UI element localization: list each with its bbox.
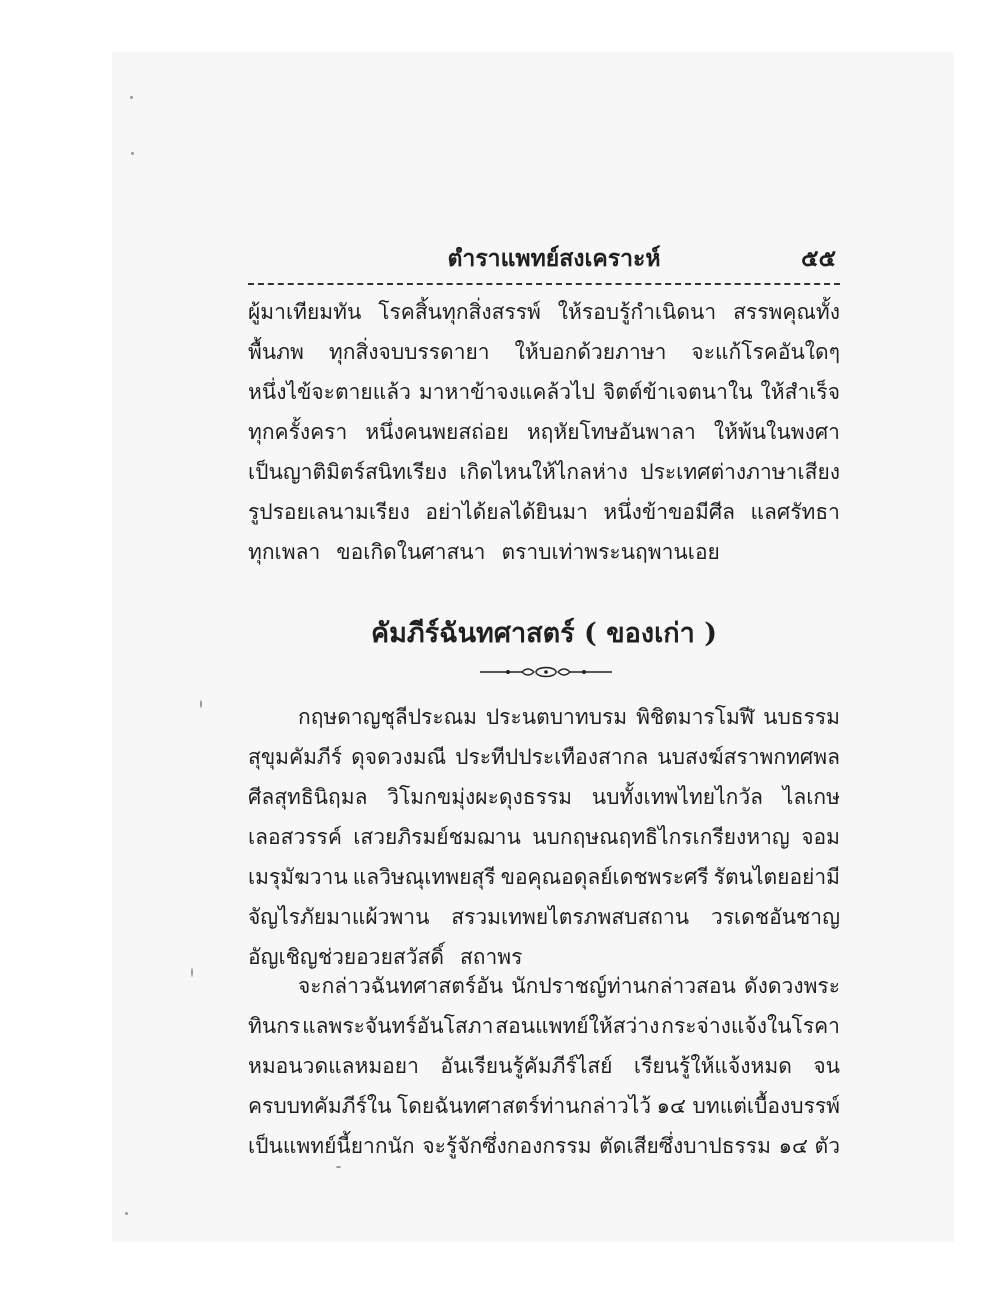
word: ดุจดวงมณี xyxy=(351,745,447,769)
text-line xyxy=(248,857,840,897)
word: จน xyxy=(813,1054,840,1078)
word: มาหาข้าจงแคล้วไป xyxy=(418,380,595,404)
word: ขอคุณอดุลย์เดชพระศรี xyxy=(500,865,709,889)
word: ทุกครั้งครา xyxy=(248,420,348,444)
word: ผู้มาเทียมทัน xyxy=(248,300,362,324)
text-line xyxy=(248,1086,840,1126)
scan-speck xyxy=(131,152,134,155)
word: นบกฤษณฤทธิไกรเกรียงหาญ xyxy=(532,825,790,849)
word: แลพระจันทร์อันโสภา xyxy=(302,1014,494,1038)
word: ทินกร xyxy=(248,1014,301,1038)
word: นบสงฆ์สราพกทศพล xyxy=(657,745,840,769)
text-line xyxy=(248,966,840,1006)
word: โรคสิ้นทุกสิ่งสรรพ์ xyxy=(378,300,541,324)
word: อย่าได้ยลได้ยินมา xyxy=(425,500,588,524)
word: ให้สำเร็จ xyxy=(760,380,840,404)
word: แลศรัทธา xyxy=(750,500,840,524)
word: รัตนไตยอย่ามี xyxy=(713,865,840,889)
word: ๑๔ บทแต่เบื้องบรรพ์ xyxy=(656,1094,840,1118)
paragraph-1 xyxy=(248,697,840,977)
top-passage xyxy=(248,292,840,572)
word: หนึ่งไข้จะตายแล้ว xyxy=(248,380,411,404)
scan-speck xyxy=(336,1166,341,1168)
text-line xyxy=(248,452,840,492)
word: จัญไรภัยมาแผ้วพาน xyxy=(248,905,430,929)
word: ให้รอบรู้กำเนิดนา xyxy=(557,300,717,324)
word: หนึ่งคนพยสถ่อย xyxy=(365,420,509,444)
text-line xyxy=(248,292,840,332)
word: สถาพร xyxy=(459,945,523,969)
text-line xyxy=(248,492,840,532)
word: เมรุมัฆวาน xyxy=(248,865,348,889)
text-line xyxy=(248,737,840,777)
scan-speck xyxy=(125,1212,128,1215)
text-line xyxy=(248,412,840,452)
text-line xyxy=(248,1046,840,1086)
word: วิโมกขมุ่งผะดุงธรรม xyxy=(387,785,572,809)
text-line xyxy=(248,1006,840,1046)
text-line xyxy=(248,532,840,572)
word: สรรพคุณทั้ง xyxy=(733,300,840,324)
scan-speck xyxy=(130,96,133,99)
word: อัญเชิญช่วยอวยสวัสดิ์ xyxy=(248,945,444,969)
word: รูปรอยเลนามเรียง xyxy=(248,500,410,524)
word: ทุกเพลา xyxy=(248,540,321,564)
text-line xyxy=(248,332,840,372)
word: ทุกสิ่งจบบรรดายา xyxy=(328,340,490,364)
ornament-divider-icon xyxy=(478,664,614,680)
word: พิชิตมารโมฬี xyxy=(636,705,755,729)
word: นบทั้งเทพไทยไกวัล xyxy=(591,785,764,809)
word: ครบบทคัมภีร์ใน xyxy=(248,1094,392,1118)
text-line xyxy=(248,817,840,857)
word: ให้บอกด้วยภาษา xyxy=(514,340,667,364)
text-line xyxy=(248,372,840,412)
section-title: คัมภีร์ฉันทศาสตร์ ( ของเก่า ) xyxy=(371,618,717,649)
word: กระจ่างแจ้งในโรคา xyxy=(661,1014,840,1038)
text-line xyxy=(248,897,840,937)
word: เกิดไหนให้ไกลห่าง xyxy=(459,460,628,484)
word: หนึ่งข้าขอมีศีล xyxy=(603,500,736,524)
word: สุขุมคัมภีร์ xyxy=(248,745,343,769)
header-rule xyxy=(248,283,840,285)
word: ตราบเท่าพระนฤพานเอย xyxy=(501,540,720,564)
scan-speck xyxy=(200,700,202,708)
word: ประเทศต่างภาษาเสียง xyxy=(640,460,840,484)
word: เรียนรู้ให้แจ้งหมด xyxy=(633,1054,792,1078)
word: นักปราชญ์ท่านกล่าวสอน xyxy=(511,974,736,998)
word: ตัดเสียซึ่งบาปธรรม xyxy=(599,1134,771,1158)
scan-speck xyxy=(191,968,193,977)
word: เป็นญาติมิตร์สนิทเรียง xyxy=(248,460,447,484)
word: เลอสวรรค์ xyxy=(248,825,342,849)
word: นบธรรม xyxy=(763,705,840,729)
word: วรเดชอันชาญ xyxy=(710,905,840,929)
word: กฤษดาญชุลีประณม xyxy=(298,705,477,729)
word: ให้พ้นในพงศา xyxy=(713,420,840,444)
word: หฤหัยโทษอันพาลา xyxy=(526,420,696,444)
word: ศีลสุทธินิฤมล xyxy=(248,785,368,809)
word: เสวยภิรมย์ชมฌาน xyxy=(353,825,521,849)
page-number: ๕๕ xyxy=(801,245,836,272)
word: ดังดวงพระ xyxy=(744,974,840,998)
text-line xyxy=(248,777,840,817)
word: จะแก้โรคอันใดๆ xyxy=(691,340,840,364)
word: ไลเกษ xyxy=(782,785,840,809)
text-line xyxy=(248,697,840,737)
word: ๑๔ ตัว xyxy=(778,1134,840,1158)
word: จิตต์ข้าเจตนาใน xyxy=(602,380,753,404)
paragraph-2 xyxy=(248,966,840,1166)
word: อันเรียนรู้คัมภีร์ไสย์ xyxy=(440,1054,613,1078)
word: หมอนวดแลหมอยา xyxy=(248,1054,419,1078)
word: เป็นแพทย์นี้ยากนัก xyxy=(248,1134,415,1158)
word: โดยฉันทศาสตร์ท่านกล่าวไว้ xyxy=(397,1094,652,1118)
word: แลวิษณุเทพยสุรี xyxy=(352,865,496,889)
word: จะรู้จักซึ่งกองกรรม xyxy=(422,1134,592,1158)
word: พื้นภพ xyxy=(248,340,304,364)
word: สอนแพทย์ให้สว่าง xyxy=(495,1014,660,1038)
word: จะกล่าวฉันทศาสตร์อัน xyxy=(298,974,504,998)
text-line xyxy=(248,1126,840,1166)
word: สรวมเทพยไตรภพสบสถาน xyxy=(451,905,690,929)
word: จอม xyxy=(801,825,840,849)
running-title: ตำราแพทย์สงเคราะห์ xyxy=(447,245,661,272)
word: ประทีปประเทืองสากล xyxy=(455,745,649,769)
word: ขอเกิดในศาสนา xyxy=(336,540,486,564)
page-header xyxy=(248,244,840,278)
word: ประนตบาทบรม xyxy=(485,705,628,729)
